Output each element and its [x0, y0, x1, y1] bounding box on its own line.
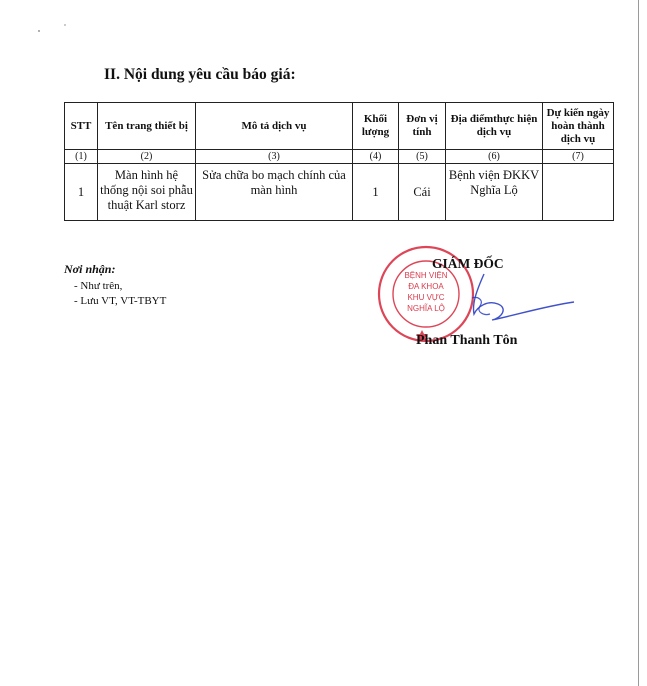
header-service: Mô tả dịch vụ	[196, 103, 353, 150]
scan-speck	[64, 24, 66, 26]
seal-line: BỆNH VIỆN	[404, 271, 448, 280]
header-unit: Đơn vị tính	[399, 103, 446, 150]
header-quantity: Khối lượng	[353, 103, 399, 150]
column-number: (3)	[196, 150, 353, 164]
cell-stt: 1	[65, 164, 98, 221]
handwritten-signature	[428, 270, 578, 340]
recipient-item: - Như trên,	[74, 280, 123, 292]
column-number: (2)	[98, 150, 196, 164]
cell-device: Màn hình hệ thống nội soi phẫu thuật Karl storz	[98, 164, 196, 221]
column-number: (4)	[353, 150, 399, 164]
table-row	[65, 164, 614, 221]
column-number: (7)	[543, 150, 614, 164]
cell-service: Sửa chữa bo mạch chính của màn hình	[196, 164, 353, 221]
recipient-item: - Lưu VT, VT-TBYT	[74, 295, 167, 307]
column-number-row	[65, 150, 614, 164]
cell-location: Bệnh viện ĐKKV Nghĩa Lộ	[446, 164, 543, 221]
position-title: GIÁM ĐỐC	[432, 256, 504, 271]
recipients-title: Nơi nhận:	[64, 262, 116, 276]
header-location: Địa điểmthực hiện dịch vụ	[446, 103, 543, 150]
cell-quantity: 1	[353, 164, 399, 221]
signer-name: Phan Thanh Tôn	[416, 333, 518, 348]
cell-completion	[543, 164, 614, 221]
column-number: (5)	[399, 150, 446, 164]
column-number: (1)	[65, 150, 98, 164]
column-number: (6)	[446, 150, 543, 164]
table-header-row	[65, 103, 614, 150]
seal-line: ĐA KHOA	[408, 282, 444, 291]
header-stt: STT	[65, 103, 98, 150]
header-completion: Dự kiến ngày hoàn thành dịch vụ	[543, 103, 614, 150]
section-title: II. Nội dung yêu cầu báo giá:	[104, 66, 296, 83]
seal-line: KHU VỰC	[407, 293, 445, 302]
seal-line: NGHĨA LỘ	[407, 304, 445, 313]
scan-speck	[38, 30, 40, 32]
header-device: Tên trang thiết bị	[98, 103, 196, 150]
quotation-table	[64, 102, 614, 221]
page-border	[638, 0, 639, 686]
cell-unit: Cái	[399, 164, 446, 221]
